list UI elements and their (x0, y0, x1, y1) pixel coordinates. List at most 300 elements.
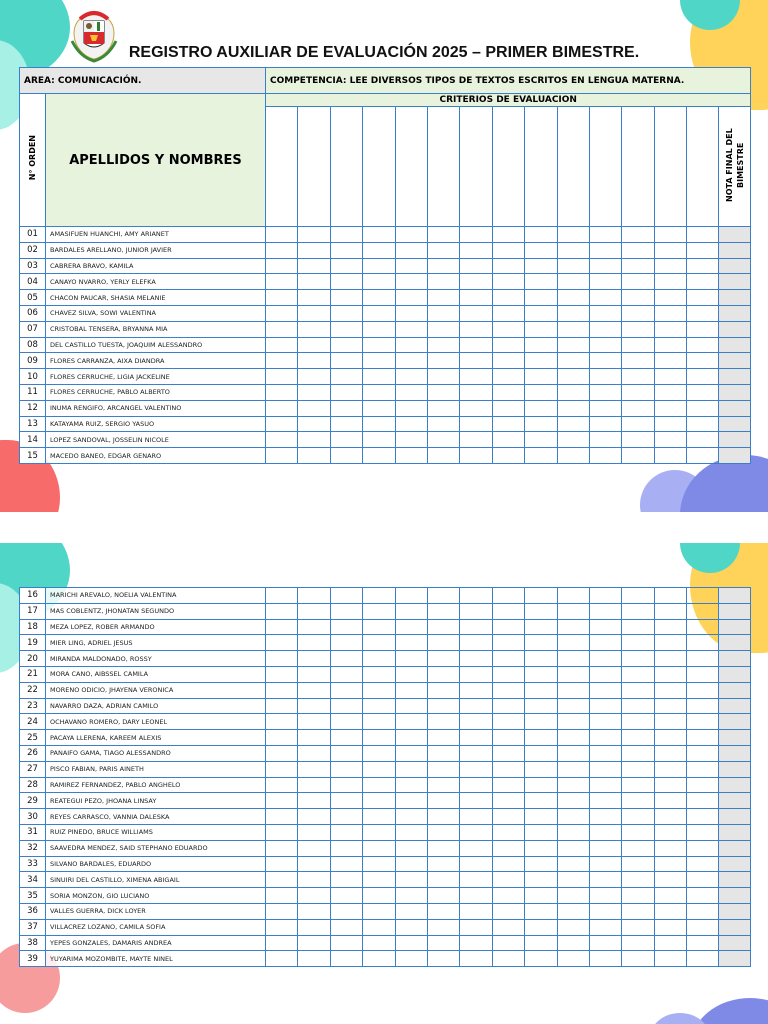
grade-cell[interactable] (589, 227, 621, 243)
grade-cell[interactable] (492, 384, 524, 400)
grade-cell[interactable] (654, 888, 686, 904)
grade-cell[interactable] (460, 903, 492, 919)
grade-cell[interactable] (557, 761, 589, 777)
grade-cell[interactable] (654, 619, 686, 635)
grade-cell[interactable] (557, 840, 589, 856)
grade-cell[interactable] (687, 730, 719, 746)
grade-cell[interactable] (525, 305, 557, 321)
grade-cell[interactable] (622, 824, 654, 840)
grade-cell[interactable] (427, 919, 459, 935)
final-grade-cell[interactable] (719, 448, 751, 464)
grade-cell[interactable] (427, 824, 459, 840)
grade-cell[interactable] (427, 242, 459, 258)
final-grade-cell[interactable] (719, 227, 751, 243)
grade-cell[interactable] (460, 730, 492, 746)
grade-cell[interactable] (589, 305, 621, 321)
grade-cell[interactable] (460, 603, 492, 619)
grade-cell[interactable] (654, 872, 686, 888)
grade-cell[interactable] (654, 951, 686, 967)
grade-cell[interactable] (363, 619, 395, 635)
grade-cell[interactable] (460, 416, 492, 432)
grade-cell[interactable] (363, 856, 395, 872)
grade-cell[interactable] (687, 603, 719, 619)
grade-cell[interactable] (330, 369, 362, 385)
grade-cell[interactable] (363, 369, 395, 385)
grade-cell[interactable] (492, 840, 524, 856)
grade-cell[interactable] (654, 651, 686, 667)
grade-cell[interactable] (266, 242, 298, 258)
grade-cell[interactable] (622, 698, 654, 714)
grade-cell[interactable] (298, 619, 330, 635)
grade-cell[interactable] (622, 919, 654, 935)
final-grade-cell[interactable] (719, 777, 751, 793)
grade-cell[interactable] (427, 588, 459, 604)
grade-cell[interactable] (654, 666, 686, 682)
grade-cell[interactable] (298, 761, 330, 777)
grade-cell[interactable] (557, 666, 589, 682)
grade-cell[interactable] (266, 603, 298, 619)
grade-cell[interactable] (460, 856, 492, 872)
grade-cell[interactable] (330, 384, 362, 400)
grade-cell[interactable] (589, 666, 621, 682)
grade-cell[interactable] (363, 951, 395, 967)
grade-cell[interactable] (525, 651, 557, 667)
grade-cell[interactable] (298, 305, 330, 321)
grade-cell[interactable] (492, 416, 524, 432)
grade-cell[interactable] (557, 935, 589, 951)
final-grade-cell[interactable] (719, 258, 751, 274)
grade-cell[interactable] (525, 840, 557, 856)
grade-cell[interactable] (395, 777, 427, 793)
grade-cell[interactable] (654, 714, 686, 730)
grade-cell[interactable] (492, 448, 524, 464)
grade-cell[interactable] (654, 919, 686, 935)
grade-cell[interactable] (363, 432, 395, 448)
grade-cell[interactable] (589, 353, 621, 369)
grade-cell[interactable] (330, 935, 362, 951)
grade-cell[interactable] (363, 651, 395, 667)
grade-cell[interactable] (330, 714, 362, 730)
grade-cell[interactable] (654, 935, 686, 951)
grade-cell[interactable] (492, 603, 524, 619)
grade-cell[interactable] (460, 777, 492, 793)
grade-cell[interactable] (589, 919, 621, 935)
grade-cell[interactable] (363, 416, 395, 432)
grade-cell[interactable] (298, 448, 330, 464)
grade-cell[interactable] (266, 856, 298, 872)
grade-cell[interactable] (330, 903, 362, 919)
grade-cell[interactable] (460, 274, 492, 290)
grade-cell[interactable] (266, 903, 298, 919)
grade-cell[interactable] (363, 888, 395, 904)
grade-cell[interactable] (395, 919, 427, 935)
grade-cell[interactable] (622, 384, 654, 400)
grade-cell[interactable] (460, 353, 492, 369)
grade-cell[interactable] (427, 951, 459, 967)
grade-cell[interactable] (395, 290, 427, 306)
grade-cell[interactable] (622, 337, 654, 353)
grade-cell[interactable] (525, 290, 557, 306)
grade-cell[interactable] (622, 353, 654, 369)
grade-cell[interactable] (363, 682, 395, 698)
grade-cell[interactable] (589, 619, 621, 635)
grade-cell[interactable] (298, 651, 330, 667)
grade-cell[interactable] (298, 777, 330, 793)
final-grade-cell[interactable] (719, 824, 751, 840)
grade-cell[interactable] (687, 448, 719, 464)
grade-cell[interactable] (492, 651, 524, 667)
grade-cell[interactable] (460, 227, 492, 243)
grade-cell[interactable] (557, 809, 589, 825)
grade-cell[interactable] (266, 588, 298, 604)
final-grade-cell[interactable] (719, 321, 751, 337)
grade-cell[interactable] (298, 432, 330, 448)
grade-cell[interactable] (525, 635, 557, 651)
grade-cell[interactable] (492, 919, 524, 935)
grade-cell[interactable] (363, 698, 395, 714)
grade-cell[interactable] (460, 384, 492, 400)
criterion-header-cell[interactable] (460, 107, 492, 227)
grade-cell[interactable] (687, 840, 719, 856)
grade-cell[interactable] (687, 227, 719, 243)
grade-cell[interactable] (687, 337, 719, 353)
grade-cell[interactable] (525, 666, 557, 682)
grade-cell[interactable] (654, 258, 686, 274)
grade-cell[interactable] (460, 305, 492, 321)
grade-cell[interactable] (622, 588, 654, 604)
grade-cell[interactable] (298, 730, 330, 746)
grade-cell[interactable] (266, 651, 298, 667)
grade-cell[interactable] (525, 951, 557, 967)
grade-cell[interactable] (687, 635, 719, 651)
grade-cell[interactable] (460, 872, 492, 888)
grade-cell[interactable] (330, 321, 362, 337)
grade-cell[interactable] (622, 619, 654, 635)
grade-cell[interactable] (427, 337, 459, 353)
grade-cell[interactable] (525, 903, 557, 919)
grade-cell[interactable] (460, 258, 492, 274)
final-grade-cell[interactable] (719, 290, 751, 306)
criterion-header-cell[interactable] (395, 107, 427, 227)
grade-cell[interactable] (589, 416, 621, 432)
grade-cell[interactable] (395, 951, 427, 967)
grade-cell[interactable] (687, 416, 719, 432)
grade-cell[interactable] (298, 872, 330, 888)
grade-cell[interactable] (557, 951, 589, 967)
grade-cell[interactable] (654, 903, 686, 919)
grade-cell[interactable] (557, 369, 589, 385)
grade-cell[interactable] (395, 274, 427, 290)
grade-cell[interactable] (654, 777, 686, 793)
grade-cell[interactable] (687, 369, 719, 385)
grade-cell[interactable] (589, 400, 621, 416)
grade-cell[interactable] (363, 588, 395, 604)
grade-cell[interactable] (363, 872, 395, 888)
grade-cell[interactable] (622, 888, 654, 904)
grade-cell[interactable] (266, 888, 298, 904)
grade-cell[interactable] (492, 809, 524, 825)
grade-cell[interactable] (266, 714, 298, 730)
grade-cell[interactable] (266, 761, 298, 777)
grade-cell[interactable] (557, 919, 589, 935)
grade-cell[interactable] (589, 603, 621, 619)
grade-cell[interactable] (330, 745, 362, 761)
grade-cell[interactable] (427, 666, 459, 682)
grade-cell[interactable] (427, 698, 459, 714)
grade-cell[interactable] (589, 448, 621, 464)
grade-cell[interactable] (525, 872, 557, 888)
grade-cell[interactable] (557, 227, 589, 243)
grade-cell[interactable] (298, 603, 330, 619)
grade-cell[interactable] (654, 588, 686, 604)
grade-cell[interactable] (395, 872, 427, 888)
grade-cell[interactable] (298, 321, 330, 337)
grade-cell[interactable] (589, 872, 621, 888)
grade-cell[interactable] (492, 666, 524, 682)
grade-cell[interactable] (654, 242, 686, 258)
grade-cell[interactable] (363, 666, 395, 682)
grade-cell[interactable] (525, 619, 557, 635)
grade-cell[interactable] (687, 666, 719, 682)
grade-cell[interactable] (395, 809, 427, 825)
grade-cell[interactable] (266, 698, 298, 714)
grade-cell[interactable] (395, 337, 427, 353)
grade-cell[interactable] (460, 619, 492, 635)
grade-cell[interactable] (589, 809, 621, 825)
final-grade-cell[interactable] (719, 682, 751, 698)
grade-cell[interactable] (330, 603, 362, 619)
grade-cell[interactable] (460, 321, 492, 337)
grade-cell[interactable] (266, 227, 298, 243)
final-grade-cell[interactable] (719, 337, 751, 353)
grade-cell[interactable] (298, 635, 330, 651)
grade-cell[interactable] (363, 824, 395, 840)
grade-cell[interactable] (687, 258, 719, 274)
grade-cell[interactable] (427, 432, 459, 448)
grade-cell[interactable] (557, 872, 589, 888)
grade-cell[interactable] (622, 400, 654, 416)
grade-cell[interactable] (298, 745, 330, 761)
final-grade-cell[interactable] (719, 400, 751, 416)
grade-cell[interactable] (363, 730, 395, 746)
grade-cell[interactable] (395, 888, 427, 904)
grade-cell[interactable] (460, 793, 492, 809)
grade-cell[interactable] (330, 919, 362, 935)
grade-cell[interactable] (622, 730, 654, 746)
grade-cell[interactable] (427, 619, 459, 635)
criterion-header-cell[interactable] (654, 107, 686, 227)
grade-cell[interactable] (427, 761, 459, 777)
grade-cell[interactable] (363, 305, 395, 321)
grade-cell[interactable] (654, 698, 686, 714)
grade-cell[interactable] (395, 448, 427, 464)
grade-cell[interactable] (266, 400, 298, 416)
grade-cell[interactable] (427, 448, 459, 464)
grade-cell[interactable] (557, 730, 589, 746)
grade-cell[interactable] (330, 588, 362, 604)
grade-cell[interactable] (460, 951, 492, 967)
grade-cell[interactable] (395, 321, 427, 337)
grade-cell[interactable] (654, 416, 686, 432)
grade-cell[interactable] (298, 588, 330, 604)
grade-cell[interactable] (363, 714, 395, 730)
grade-cell[interactable] (298, 809, 330, 825)
grade-cell[interactable] (654, 824, 686, 840)
grade-cell[interactable] (330, 761, 362, 777)
final-grade-cell[interactable] (719, 872, 751, 888)
grade-cell[interactable] (492, 635, 524, 651)
grade-cell[interactable] (557, 777, 589, 793)
grade-cell[interactable] (395, 714, 427, 730)
grade-cell[interactable] (298, 400, 330, 416)
grade-cell[interactable] (589, 824, 621, 840)
grade-cell[interactable] (492, 274, 524, 290)
grade-cell[interactable] (266, 305, 298, 321)
grade-cell[interactable] (654, 730, 686, 746)
grade-cell[interactable] (363, 290, 395, 306)
grade-cell[interactable] (654, 400, 686, 416)
grade-cell[interactable] (525, 730, 557, 746)
grade-cell[interactable] (460, 588, 492, 604)
grade-cell[interactable] (330, 793, 362, 809)
grade-cell[interactable] (427, 777, 459, 793)
grade-cell[interactable] (589, 730, 621, 746)
grade-cell[interactable] (557, 242, 589, 258)
grade-cell[interactable] (589, 714, 621, 730)
grade-cell[interactable] (622, 761, 654, 777)
grade-cell[interactable] (363, 400, 395, 416)
grade-cell[interactable] (654, 369, 686, 385)
grade-cell[interactable] (330, 416, 362, 432)
final-grade-cell[interactable] (719, 698, 751, 714)
grade-cell[interactable] (298, 353, 330, 369)
grade-cell[interactable] (298, 919, 330, 935)
grade-cell[interactable] (395, 666, 427, 682)
grade-cell[interactable] (654, 761, 686, 777)
grade-cell[interactable] (687, 384, 719, 400)
grade-cell[interactable] (557, 258, 589, 274)
criterion-header-cell[interactable] (525, 107, 557, 227)
grade-cell[interactable] (330, 635, 362, 651)
grade-cell[interactable] (427, 903, 459, 919)
grade-cell[interactable] (427, 274, 459, 290)
grade-cell[interactable] (427, 400, 459, 416)
grade-cell[interactable] (525, 242, 557, 258)
grade-cell[interactable] (460, 369, 492, 385)
grade-cell[interactable] (363, 337, 395, 353)
grade-cell[interactable] (427, 290, 459, 306)
grade-cell[interactable] (589, 840, 621, 856)
grade-cell[interactable] (525, 337, 557, 353)
grade-cell[interactable] (363, 603, 395, 619)
grade-cell[interactable] (460, 400, 492, 416)
grade-cell[interactable] (492, 321, 524, 337)
grade-cell[interactable] (525, 793, 557, 809)
grade-cell[interactable] (687, 588, 719, 604)
grade-cell[interactable] (460, 698, 492, 714)
criterion-header-cell[interactable] (298, 107, 330, 227)
grade-cell[interactable] (395, 305, 427, 321)
grade-cell[interactable] (330, 840, 362, 856)
final-grade-cell[interactable] (719, 809, 751, 825)
grade-cell[interactable] (266, 353, 298, 369)
grade-cell[interactable] (557, 353, 589, 369)
final-grade-cell[interactable] (719, 919, 751, 935)
grade-cell[interactable] (687, 872, 719, 888)
grade-cell[interactable] (589, 384, 621, 400)
grade-cell[interactable] (622, 840, 654, 856)
grade-cell[interactable] (460, 432, 492, 448)
grade-cell[interactable] (266, 416, 298, 432)
grade-cell[interactable] (298, 416, 330, 432)
grade-cell[interactable] (460, 919, 492, 935)
grade-cell[interactable] (298, 290, 330, 306)
grade-cell[interactable] (395, 651, 427, 667)
grade-cell[interactable] (687, 919, 719, 935)
final-grade-cell[interactable] (719, 951, 751, 967)
grade-cell[interactable] (525, 258, 557, 274)
grade-cell[interactable] (492, 935, 524, 951)
grade-cell[interactable] (557, 698, 589, 714)
grade-cell[interactable] (589, 698, 621, 714)
grade-cell[interactable] (427, 321, 459, 337)
grade-cell[interactable] (363, 903, 395, 919)
grade-cell[interactable] (622, 274, 654, 290)
grade-cell[interactable] (557, 903, 589, 919)
grade-cell[interactable] (427, 856, 459, 872)
grade-cell[interactable] (492, 761, 524, 777)
grade-cell[interactable] (622, 227, 654, 243)
grade-cell[interactable] (266, 337, 298, 353)
final-grade-cell[interactable] (719, 888, 751, 904)
grade-cell[interactable] (557, 305, 589, 321)
grade-cell[interactable] (460, 337, 492, 353)
grade-cell[interactable] (557, 651, 589, 667)
grade-cell[interactable] (460, 714, 492, 730)
grade-cell[interactable] (492, 777, 524, 793)
grade-cell[interactable] (266, 777, 298, 793)
grade-cell[interactable] (460, 888, 492, 904)
grade-cell[interactable] (622, 714, 654, 730)
grade-cell[interactable] (589, 682, 621, 698)
grade-cell[interactable] (427, 227, 459, 243)
grade-cell[interactable] (589, 369, 621, 385)
final-grade-cell[interactable] (719, 666, 751, 682)
grade-cell[interactable] (654, 635, 686, 651)
grade-cell[interactable] (298, 840, 330, 856)
grade-cell[interactable] (298, 258, 330, 274)
grade-cell[interactable] (427, 384, 459, 400)
grade-cell[interactable] (266, 793, 298, 809)
final-grade-cell[interactable] (719, 353, 751, 369)
grade-cell[interactable] (492, 290, 524, 306)
grade-cell[interactable] (427, 305, 459, 321)
grade-cell[interactable] (363, 384, 395, 400)
criterion-header-cell[interactable] (363, 107, 395, 227)
grade-cell[interactable] (557, 619, 589, 635)
grade-cell[interactable] (298, 951, 330, 967)
final-grade-cell[interactable] (719, 432, 751, 448)
grade-cell[interactable] (557, 588, 589, 604)
grade-cell[interactable] (492, 305, 524, 321)
grade-cell[interactable] (557, 290, 589, 306)
grade-cell[interactable] (654, 227, 686, 243)
grade-cell[interactable] (266, 824, 298, 840)
grade-cell[interactable] (266, 872, 298, 888)
grade-cell[interactable] (460, 635, 492, 651)
grade-cell[interactable] (622, 809, 654, 825)
grade-cell[interactable] (654, 603, 686, 619)
